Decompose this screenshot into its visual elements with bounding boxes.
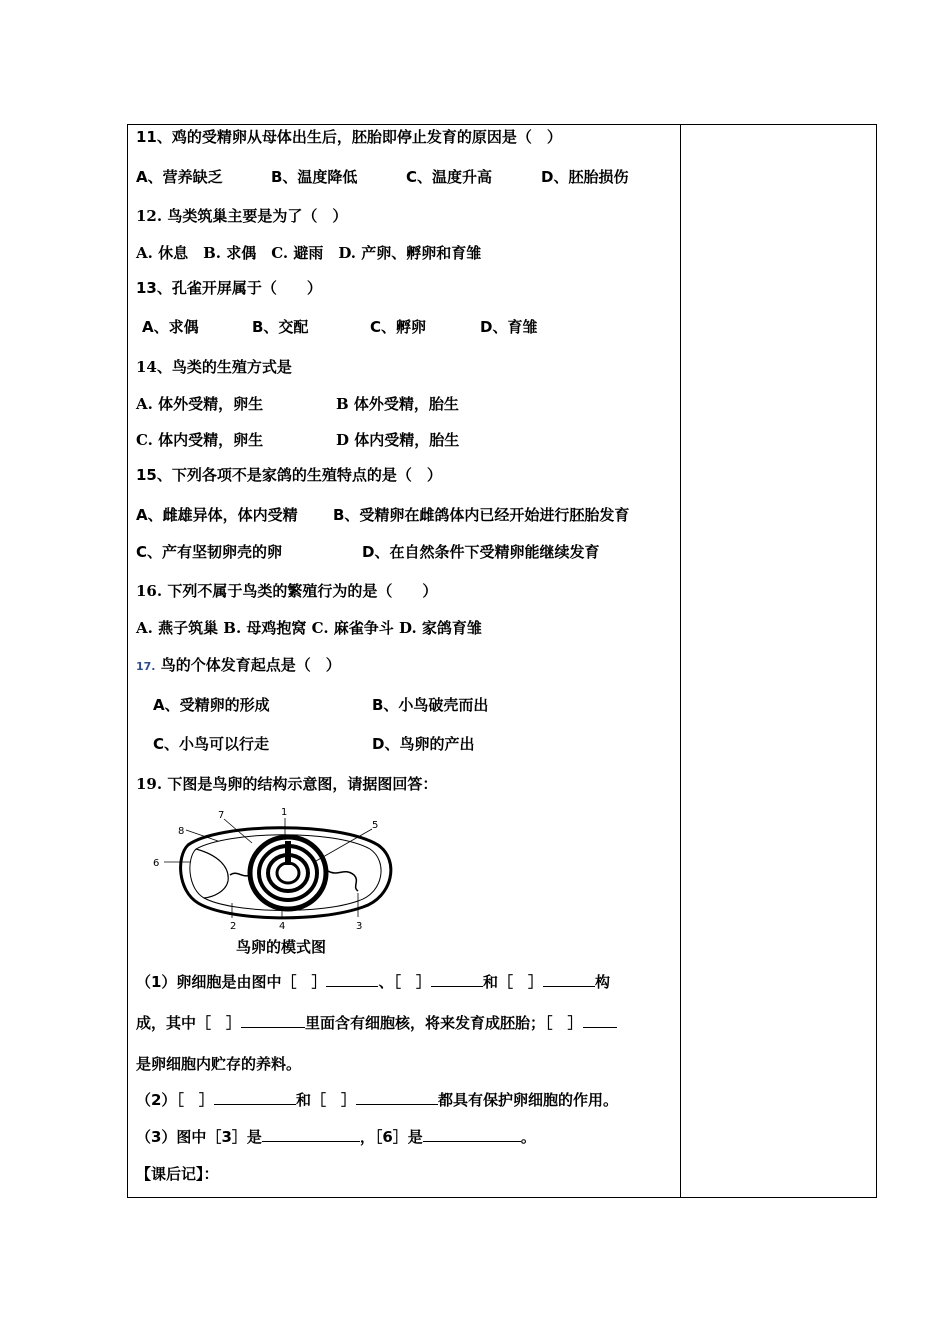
q14-option-b: B 体外受精，胎生 [336,395,459,413]
q19-p5-text-a: （3）图中［3］是 [136,1128,262,1146]
q19-p5-text-c: 。 [520,1128,536,1146]
diagram-label-5: 5 [372,820,379,831]
question-17-stem [136,655,341,677]
q11-option-c: C、温度升高 [406,168,493,186]
latebra [277,863,299,883]
diagram-label-7: 7 [218,810,225,821]
table-column-divider [680,124,681,1198]
diagram-label-1: 1 [281,807,288,818]
question-15-stem: 15、下列各项不是家鸽的生殖特点的是（ ） [136,466,442,484]
q11-option-d: D、胚胎损伤 [541,168,629,186]
diagram-caption: 鸟卵的模式图 [236,938,327,956]
question-19-stem: 19. 下图是鸟卵的结构示意图，请据图回答： [136,775,438,793]
answer-blank[interactable] [543,972,595,987]
answer-blank[interactable] [583,1013,617,1028]
q13-option-b: B、交配 [252,318,309,336]
question-17-number: 17. [136,660,156,673]
q19-part2 [136,1090,618,1110]
diagram-label-6: 6 [153,858,160,869]
q19-part1-line3: 是卵细胞内贮存的养料。 [136,1055,302,1073]
germinal-disc [285,841,291,865]
question-12-stem: 12. 鸟类筑巢主要是为了（ ） [136,207,348,225]
q19-part1-line1 [136,972,610,992]
q17-option-b: B、小鸟破壳而出 [372,696,489,714]
air-chamber [196,849,228,898]
q16-options: A. 燕子筑巢 B. 母鸡抱窝 C. 麻雀争斗 D. 家鸽育雏 [136,619,482,637]
answer-blank[interactable] [326,972,378,987]
answer-blank[interactable] [241,1013,305,1028]
q11-option-a: A、营养缺乏 [136,168,223,186]
q14-option-c: C. 体内受精，卵生 [136,431,264,449]
q12-options: A. 休息 B. 求偶 C. 避雨 D. 产卵、孵卵和育雏 [136,244,482,262]
question-16-stem: 16. 下列不属于鸟类的繁殖行为的是（ ） [136,582,438,600]
q14-option-d: D 体内受精，胎生 [336,431,460,449]
q13-option-a: A、求偶 [142,318,199,336]
q17-option-a: A、受精卵的形成 [153,696,270,714]
question-17-text: 鸟的个体发育起点是（ ） [160,656,341,674]
answer-blank[interactable] [262,1127,360,1142]
answer-blank[interactable] [356,1090,438,1105]
chalaza-right [328,871,358,891]
q19-p1-text-d: 构 [594,973,610,991]
question-14-stem: 14、鸟类的生殖方式是 [136,358,292,376]
q13-option-c: C、孵卵 [370,318,427,336]
q13-option-d: D、育雏 [480,318,538,336]
answer-blank[interactable] [423,1127,521,1142]
answer-blank[interactable] [214,1090,296,1105]
q17-option-d: D、鸟卵的产出 [372,735,475,753]
q15-option-d: D、在自然条件下受精卵能继续发育 [362,543,600,561]
after-class-notes-label: 【课后记】： [136,1165,219,1183]
bird-egg-diagram [148,805,408,930]
q15-option-c: C、产有坚韧卵壳的卵 [136,543,283,561]
q14-option-a: A. 体外受精，卵生 [136,395,264,413]
diagram-label-4: 4 [279,921,286,930]
q19-p5-text-b: ，［6］是 [359,1128,423,1146]
diagram-label-8: 8 [178,826,185,837]
q19-p2-text-a: 成，其中［ ］ [136,1014,242,1032]
q19-p4-text-c: 都具有保护卵细胞的作用。 [437,1091,618,1109]
q19-p4-text-a: （2）［ ］ [136,1091,214,1109]
q19-p2-text-b: 里面含有细胞核，将来发育成胚胎；［ ］ [305,1014,583,1032]
q19-p4-text-b: 和［ ］ [295,1091,356,1109]
q19-part3 [136,1127,536,1147]
q15-option-a: A、雌雄异体，体内受精 [136,506,298,524]
q19-p1-text-c: 和［ ］ [482,973,543,991]
q11-option-b: B、温度降低 [271,168,358,186]
q19-p1-text-a: （1）卵细胞是由图中［ ］ [136,973,327,991]
q19-part1-line2 [136,1013,617,1033]
q15-option-b: B、受精卵在雌鸽体内已经开始进行胚胎发育 [333,506,630,524]
q19-p1-text-b: 、［ ］ [378,973,431,991]
question-11-stem: 11、鸡的受精卵从母体出生后，胚胎即停止发育的原因是（ ） [136,128,562,146]
question-13-stem: 13、孔雀开屏属于（ ） [136,279,322,297]
q17-option-c: C、小鸟可以行走 [153,735,270,753]
diagram-label-2: 2 [230,921,237,930]
diagram-label-3: 3 [356,921,363,930]
answer-blank[interactable] [431,972,483,987]
